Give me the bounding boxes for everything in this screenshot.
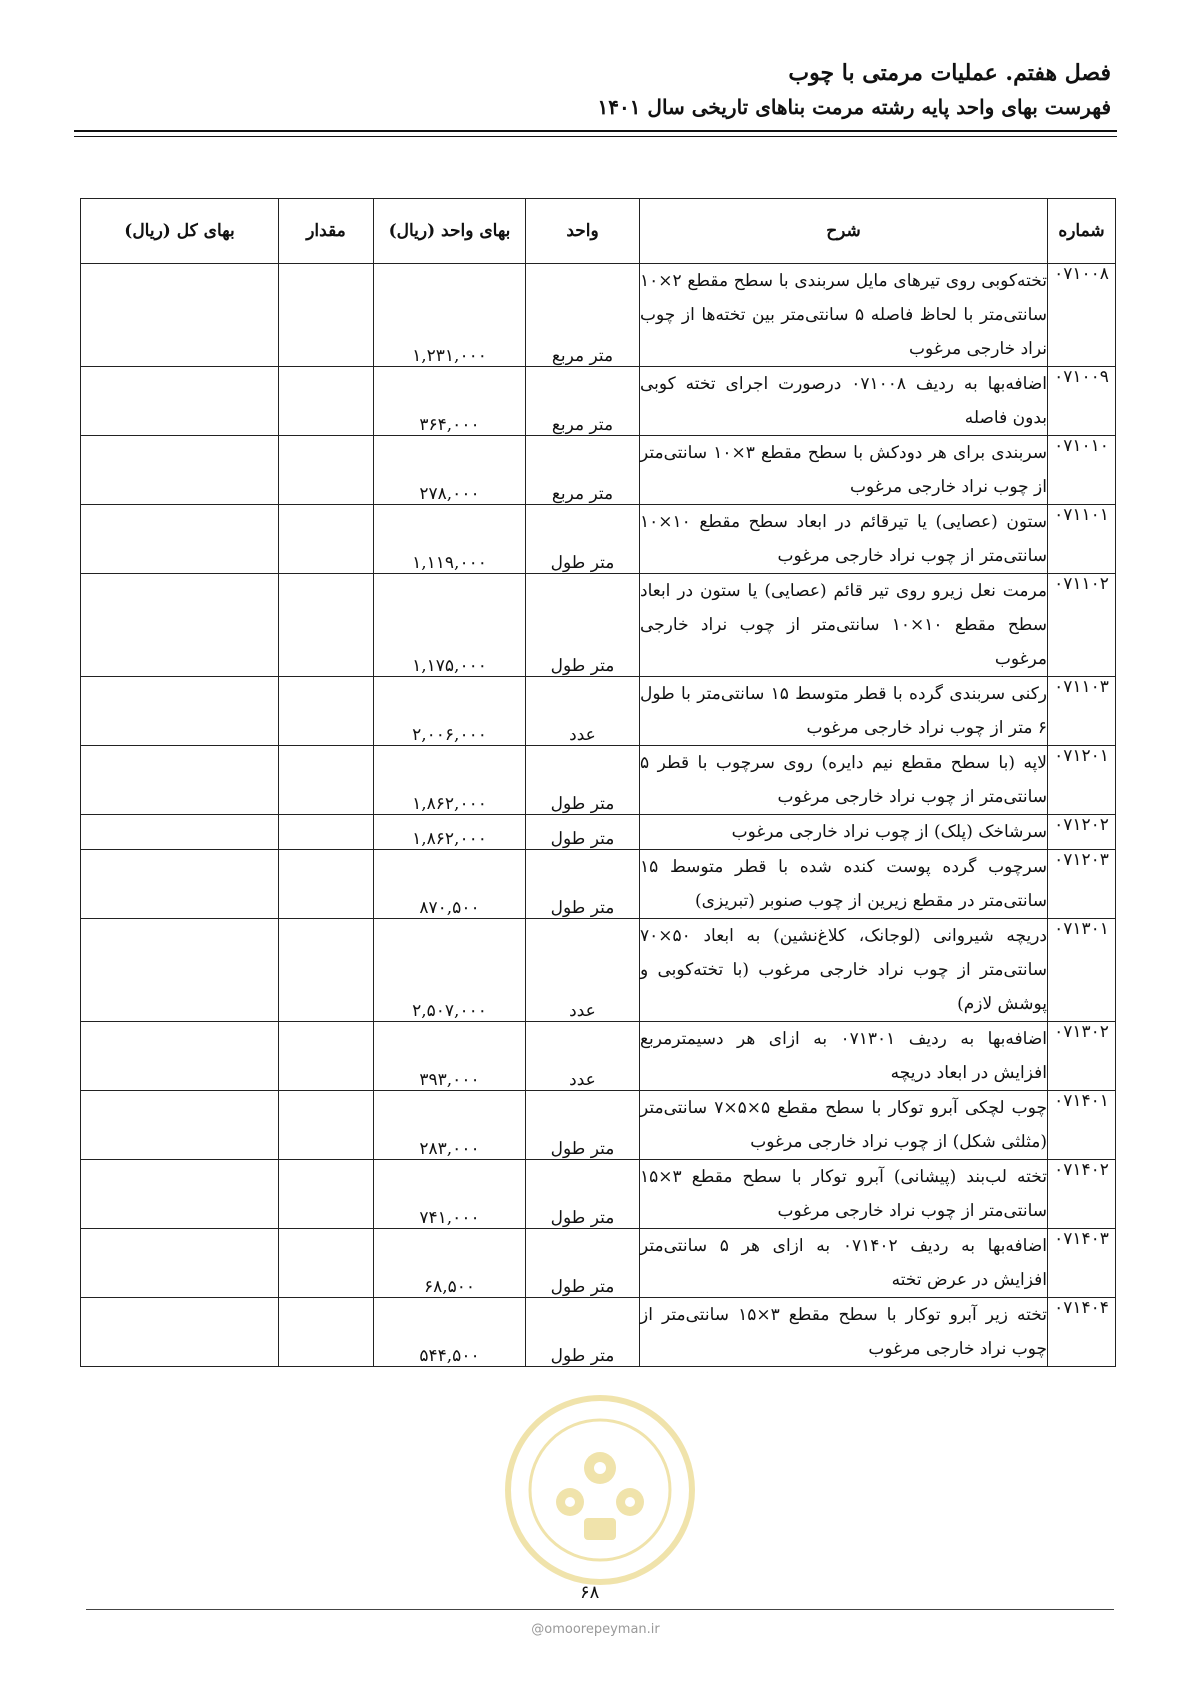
cell-price: ۲,۵۰۷,۰۰۰: [374, 919, 526, 1022]
cell-price: ۲۷۸,۰۰۰: [374, 436, 526, 505]
cell-total: [81, 1160, 279, 1229]
cell-total: [81, 1022, 279, 1091]
table-row: [81, 1298, 1116, 1367]
cell-qty: [279, 815, 374, 850]
cell-qty: [279, 1160, 374, 1229]
table-row: [81, 574, 1116, 677]
cell-total: [81, 815, 279, 850]
cell-code: ۰۷۱۳۰۱: [1048, 919, 1116, 1022]
cell-price: ۲,۰۰۶,۰۰۰: [374, 677, 526, 746]
cell-qty: [279, 367, 374, 436]
cell-qty: [279, 1229, 374, 1298]
cell-code: ۰۷۱۲۰۲: [1048, 815, 1116, 850]
cell-unit: متر مربع: [526, 436, 640, 505]
cell-qty: [279, 574, 374, 677]
cell-unit: متر طول: [526, 1229, 640, 1298]
cell-code: ۰۷۱۴۰۲: [1048, 1160, 1116, 1229]
cell-qty: [279, 1022, 374, 1091]
table-row: [81, 919, 1116, 1022]
cell-unit: متر مربع: [526, 264, 640, 367]
cell-code: ۰۷۱۲۰۳: [1048, 850, 1116, 919]
cell-qty: [279, 677, 374, 746]
cell-desc: چوب لچکی آبرو توکار با سطح مقطع ۵×۵×۷ سانتی‌متر (مثلثی شکل) از چوب نراد خارجی مرغوب: [640, 1091, 1048, 1160]
table-row: [81, 1091, 1116, 1160]
cell-code: ۰۷۱۴۰۳: [1048, 1229, 1116, 1298]
cell-price: ۱,۱۷۵,۰۰۰: [374, 574, 526, 677]
table-row: [81, 367, 1116, 436]
cell-qty: [279, 264, 374, 367]
cell-desc: اضافه‌بها به ردیف ۰۷۱۰۰۸ درصورت اجرای تخته کوبی بدون فاصله: [640, 367, 1048, 436]
cell-desc: سرشاخک (پلک) از چوب نراد خارجی مرغوب: [640, 815, 1048, 850]
cell-desc: ستون (عصایی) یا تیرقائم در ابعاد سطح مقطع ۱۰×۱۰ سانتی‌متر از چوب نراد خارجی مرغوب: [640, 505, 1048, 574]
cell-unit: متر طول: [526, 505, 640, 574]
cell-unit: متر طول: [526, 1298, 640, 1367]
cell-qty: [279, 436, 374, 505]
seal-logo-icon: [500, 1390, 700, 1590]
cell-unit: متر طول: [526, 746, 640, 815]
cell-unit: متر طول: [526, 574, 640, 677]
cell-desc: تخته زیر آبرو توکار با سطح مقطع ۳×۱۵ سانتی‌متر از چوب نراد خارجی مرغوب: [640, 1298, 1048, 1367]
cell-unit: متر مربع: [526, 367, 640, 436]
cell-code: ۰۷۱۱۰۳: [1048, 677, 1116, 746]
cell-unit: متر طول: [526, 850, 640, 919]
cell-desc: تخته لب‌بند (پیشانی) آبرو توکار با سطح مقطع ۳×۱۵ سانتی‌متر از چوب نراد خارجی مرغوب: [640, 1160, 1048, 1229]
cell-total: [81, 746, 279, 815]
table-row: [81, 815, 1116, 850]
table-row: [81, 436, 1116, 505]
cell-unit: متر طول: [526, 815, 640, 850]
cell-price: ۶۸,۵۰۰: [374, 1229, 526, 1298]
cell-total: [81, 1091, 279, 1160]
cell-desc: مرمت نعل زیرو روی تیر قائم (عصایی) یا ستون در ابعاد سطح مقطع ۱۰×۱۰ سانتی‌متر از چوب نراد خارجی مرغوب: [640, 574, 1048, 677]
cell-desc: لاپه (با سطح مقطع نیم دایره) روی سرچوب با قطر ۵ سانتی‌متر از چوب نراد خارجی مرغوب: [640, 746, 1048, 815]
cell-total: [81, 505, 279, 574]
price-table: [80, 198, 1116, 1367]
page-number: ۶۸: [580, 1582, 600, 1603]
cell-price: ۱,۲۳۱,۰۰۰: [374, 264, 526, 367]
cell-price: ۷۴۱,۰۰۰: [374, 1160, 526, 1229]
cell-code: ۰۷۱۰۰۸: [1048, 264, 1116, 367]
cell-price: ۳۹۳,۰۰۰: [374, 1022, 526, 1091]
cell-price: ۳۶۴,۰۰۰: [374, 367, 526, 436]
table-row: [81, 1022, 1116, 1091]
cell-price: ۲۸۳,۰۰۰: [374, 1091, 526, 1160]
table-row: [81, 264, 1116, 367]
cell-code: ۰۷۱۳۰۲: [1048, 1022, 1116, 1091]
table-row: [81, 1229, 1116, 1298]
cell-qty: [279, 850, 374, 919]
cell-total: [81, 367, 279, 436]
cell-total: [81, 1298, 279, 1367]
cell-qty: [279, 746, 374, 815]
chapter-title: فصل هفتم. عملیات مرمتی با چوب: [788, 60, 1111, 86]
cell-desc: رکنی سربندی گرده با قطر متوسط ۱۵ سانتی‌متر با طول ۶ متر از چوب نراد خارجی مرغوب: [640, 677, 1048, 746]
cell-total: [81, 850, 279, 919]
col-header-unit: واحد: [526, 199, 640, 264]
cell-code: ۰۷۱۴۰۱: [1048, 1091, 1116, 1160]
cell-desc: سرچوب گرده پوست کنده شده با قطر متوسط ۱۵ سانتی‌متر در مقطع زیرین از چوب صنوبر (تبریزی): [640, 850, 1048, 919]
cell-price: ۱,۱۱۹,۰۰۰: [374, 505, 526, 574]
col-header-qty: مقدار: [279, 199, 374, 264]
cell-code: ۰۷۱۰۰۹: [1048, 367, 1116, 436]
document-title: فهرست بهای واحد پایه رشته مرمت بناهای تاریخی سال ۱۴۰۱: [597, 95, 1111, 119]
header-rule-thick: [74, 130, 1117, 132]
cell-code: ۰۷۱۱۰۱: [1048, 505, 1116, 574]
cell-code: ۰۷۱۰۱۰: [1048, 436, 1116, 505]
table-row: [81, 1160, 1116, 1229]
cell-desc: اضافه‌بها به ردیف ۰۷۱۴۰۲ به ازای هر ۵ سانتی‌متر افزایش در عرض تخته: [640, 1229, 1048, 1298]
cell-code: ۰۷۱۱۰۲: [1048, 574, 1116, 677]
table-row: [81, 505, 1116, 574]
cell-qty: [279, 1298, 374, 1367]
cell-code: ۰۷۱۲۰۱: [1048, 746, 1116, 815]
cell-price: ۵۴۴,۵۰۰: [374, 1298, 526, 1367]
cell-total: [81, 919, 279, 1022]
table-header-row: [81, 199, 1116, 264]
cell-unit: عدد: [526, 919, 640, 1022]
cell-price: ۱,۸۶۲,۰۰۰: [374, 815, 526, 850]
cell-unit: متر طول: [526, 1091, 640, 1160]
cell-price: ۸۷۰,۵۰۰: [374, 850, 526, 919]
cell-unit: متر طول: [526, 1160, 640, 1229]
cell-desc: اضافه‌بها به ردیف ۰۷۱۳۰۱ به ازای هر دسیمترمربع افزایش در ابعاد دریچه: [640, 1022, 1048, 1091]
cell-price: ۱,۸۶۲,۰۰۰: [374, 746, 526, 815]
table-row: [81, 746, 1116, 815]
col-header-price: بهای واحد (ریال): [374, 199, 526, 264]
cell-total: [81, 264, 279, 367]
cell-total: [81, 574, 279, 677]
footer-rule: [86, 1609, 1114, 1610]
cell-unit: عدد: [526, 677, 640, 746]
page-header: [71, 58, 1111, 122]
cell-qty: [279, 919, 374, 1022]
col-header-desc: شرح: [640, 199, 1048, 264]
cell-qty: [279, 505, 374, 574]
col-header-code: شماره: [1048, 199, 1116, 264]
cell-desc: دریچه شیروانی (لوجانک، کلاغ‌نشین) به ابعاد ۵۰×۷۰ سانتی‌متر از چوب نراد خارجی مرغوب (با تخته‌کوبی و پوشش لازم): [640, 919, 1048, 1022]
col-header-total: بهای کل (ریال): [81, 199, 279, 264]
cell-total: [81, 436, 279, 505]
cell-desc: سربندی برای هر دودکش با سطح مقطع ۳×۱۰ سانتی‌متر از چوب نراد خارجی مرغوب: [640, 436, 1048, 505]
table-row: [81, 850, 1116, 919]
cell-code: ۰۷۱۴۰۴: [1048, 1298, 1116, 1367]
cell-desc: تخته‌کوبی روی تیرهای مایل سربندی با سطح مقطع ۲×۱۰ سانتی‌متر با لحاظ فاصله ۵ سانتی‌متر بین تخته‌ها از چوب نراد خارجی مرغوب: [640, 264, 1048, 367]
table-row: [81, 677, 1116, 746]
site-watermark: @omoorepeyman.ir: [531, 1622, 660, 1637]
cell-unit: عدد: [526, 1022, 640, 1091]
cell-total: [81, 1229, 279, 1298]
cell-total: [81, 677, 279, 746]
cell-qty: [279, 1091, 374, 1160]
header-rule-thin: [74, 136, 1117, 137]
